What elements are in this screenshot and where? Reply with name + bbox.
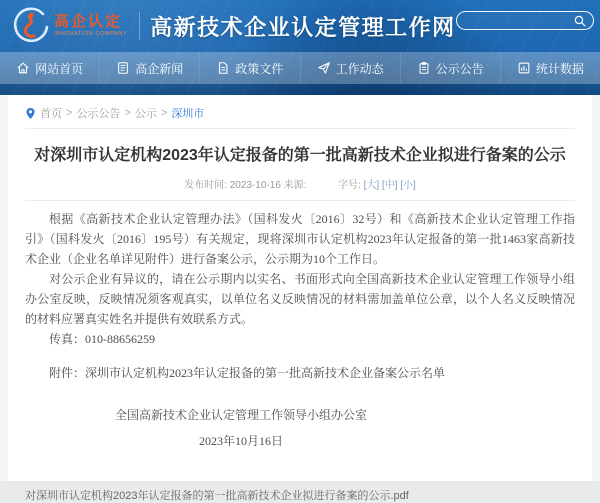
nav-item-policy[interactable]: [199, 52, 299, 84]
article-body: [25, 209, 575, 451]
site-title: 高新技术企业认定管理工作网: [150, 14, 456, 40]
logo-text: 高企认定: [54, 13, 123, 31]
fontsize-small-button[interactable]: [小]: [400, 180, 416, 191]
breadcrumb-publicity[interactable]: 公示: [134, 108, 157, 120]
location-pin-icon: [25, 107, 36, 120]
nav-item-announcements[interactable]: [400, 52, 500, 84]
title-divider: [25, 200, 575, 201]
paragraph-objection: 对公示企业有异议的，请在公示期内以实名、书面形式向全国高新技术企业认定管理工作领导小组办公室反映，反映情况须客观真实，以单位名义反映情况的材料需加盖单位公章，以个人名义反映情况的材料应署真实姓名并提供有效联系方式。: [25, 272, 575, 326]
signature-office: 全国高新技术企业认定管理工作领导小组办公室: [114, 408, 367, 422]
publish-time-value: 2023-10-16: [229, 180, 281, 191]
nav-item-news[interactable]: [99, 52, 199, 84]
nav-label: 工作动态: [335, 61, 384, 76]
pdf-attachment-link[interactable]: 对深圳市认定机构2023年认定报备的第一批高新技术企业拟进行备案的公示.pdf: [25, 490, 409, 502]
attachment-line[interactable]: 附件：深圳市认定机构2023年认定报备的第一批高新技术企业备案公示名单: [49, 366, 446, 380]
publish-time-label: 发布时间:: [184, 180, 227, 191]
nav-item-home[interactable]: [0, 52, 99, 84]
header-hero: [0, 0, 600, 95]
search-icon[interactable]: [574, 15, 586, 27]
article-title: 对深圳市认定机构2023年认定报备的第一批高新技术企业拟进行备案的公示: [34, 147, 566, 164]
logo-subtext: INNOVATION COMPANY: [54, 31, 128, 38]
breadcrumb-announcements[interactable]: 公示公告: [76, 108, 121, 120]
breadcrumb-shenzhen[interactable]: 深圳市: [171, 108, 205, 120]
nav-label: 高企新闻: [135, 61, 184, 76]
nav-label: 公示公告: [435, 61, 484, 76]
source-label: 来源:: [283, 180, 307, 191]
fax-line: 传真：010-88656259: [49, 332, 155, 346]
nav-label: 网站首页: [35, 61, 84, 76]
fontsize-label: 字号:: [338, 180, 361, 191]
news-icon: [116, 61, 130, 75]
breadcrumb-home[interactable]: 首页: [40, 108, 62, 120]
fontsize-medium-button[interactable]: [中]: [381, 180, 398, 191]
policy-document-icon: [216, 61, 230, 75]
nav-item-updates[interactable]: [300, 52, 400, 84]
search-input[interactable]: [464, 15, 574, 26]
send-icon: [317, 61, 331, 75]
article-meta: [25, 176, 575, 191]
content-card: [8, 95, 592, 502]
top-banner: [0, 0, 600, 52]
nav-label: 统计数据: [535, 61, 584, 76]
site-logo-icon: [10, 6, 50, 46]
home-icon: [16, 61, 30, 75]
signature-block: [25, 405, 457, 451]
paragraph-basis: 根据《高新技术企业认定管理办法》（国科发火〔2016〕32号）和《高新技术企业认定管理工作指引》（国科发火〔2016〕195号）有关规定，现将深圳市认定机构2023年认定报备的第一批1463家高新技术企业（企业名单详见附件）进行备案公示，公示期为10个工作日。: [25, 212, 575, 266]
main-nav: [0, 52, 600, 84]
fontsize-large-button[interactable]: [大]: [363, 180, 380, 191]
signature-date: 2023年10月16日: [198, 434, 283, 448]
breadcrumb-separator: >: [124, 107, 131, 119]
stats-chart-icon: [517, 61, 531, 75]
search-box[interactable]: [456, 11, 594, 30]
breadcrumb-separator: >: [66, 107, 73, 119]
logo-text-block: [54, 14, 127, 38]
breadcrumb-separator: >: [160, 107, 168, 119]
logo-divider: [139, 12, 140, 40]
breadcrumb: [25, 95, 575, 129]
clipboard-icon: [417, 61, 431, 75]
nav-item-statistics[interactable]: [500, 52, 600, 84]
nav-label: 政策文件: [235, 61, 284, 76]
